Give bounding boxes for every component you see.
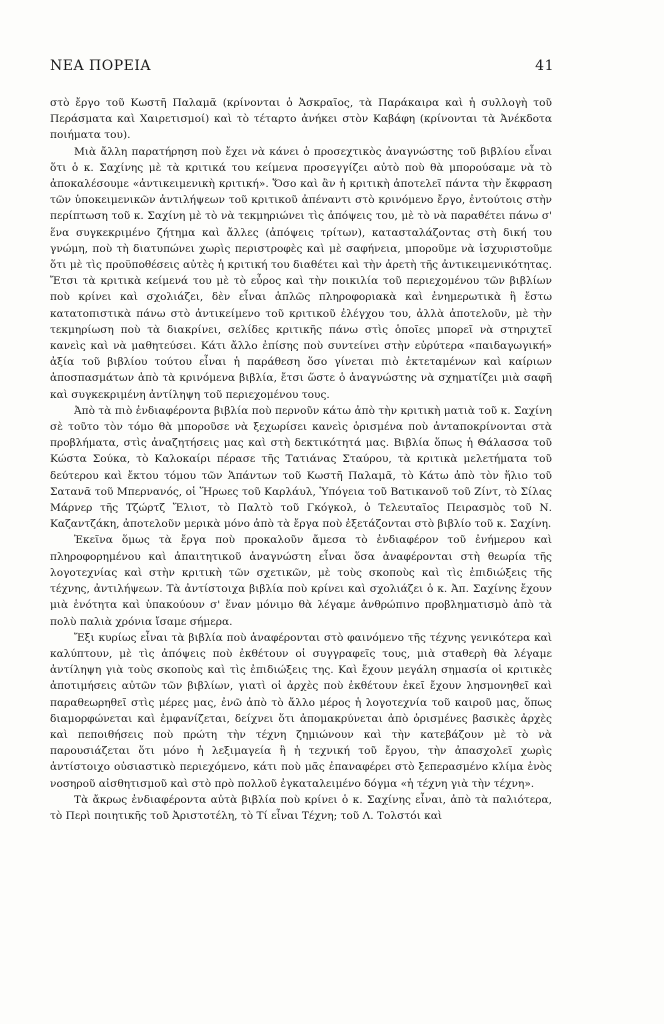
page-number: 41 <box>535 58 554 74</box>
paragraph: στὸ ἔργο τοῦ Κωστῆ Παλαμᾶ (κρίνονται ὁ Ἀσκραῖος, τὰ Παράκαιρα καὶ ἡ συλλογὴ τοῦ Περάσματα καὶ Χαιρετισμοί) καὶ τὸ τέταρτο ἀνήκει στὸν Καβάφη (κρίνονται τὰ Ἀνέκδοτα ποιήματα του). <box>50 97 552 142</box>
paragraph: Τὰ ἄκρως ἐνδιαφέροντα αὐτὰ βιβλία ποὺ κρίνει ὁ κ. Σαχίνης εἶναι, ἀπὸ τὰ παλιότερα, τὸ Περὶ ποιητικῆς τοῦ Ἀριστοτέλη, τὸ Τί εἶναι Τέχνη; τοῦ Λ. Τολστόι καὶ <box>50 793 552 822</box>
paragraph: Ἐκεῖνα ὅμως τὰ ἔργα ποὺ προκαλοῦν ἄμεσα τὸ ἐνδιαφέρον τοῦ ἐνήμερου καὶ πληροφορημένου καὶ ἀπαιτητικοῦ ἀναγνώστη εἶναι ὅσα ἀναφέρονται στὴ θεωρία τῆς λογοτεχνίας καὶ στὴν κριτικὴ τῶν σχετικῶν, μὲ τοὺς σκοποὺς καὶ τὶς ἐπιδιώξεις τῆς τέχνης, ἀντιλήψεων. Τὰ ἀντίστοιχα βιβλία ποὺ κρίνει καὶ σχολιάζει ὁ κ. Ἀπ. Σαχίνης ἔχουν μιὰ ἑνότητα καὶ ὑπακούουν σ' ἕναν μόνιμο θὰ λέγαμε ἀνθρώπινο προβληματισμὸ ἀπὸ τὰ πολὺ παλιὰ χρόνια ἴσαμε σήμερα. <box>50 534 552 628</box>
paragraph: Μιὰ ἄλλη παρατήρηση ποὺ ἔχει νὰ κάνει ὁ προσεχτικὸς ἀναγνώστης τοῦ βιβλίου εἶναι ὅτι ὁ κ. Σαχίνης μὲ τὰ κριτικά του κείμενα προσεγγίζει αὐτὸ ποὺ θὰ μπορούσαμε νὰ τὸ ἀποκαλέσουμε «ἀντικειμενικὴ κριτική». Ὅσο καὶ ἂν ἡ κριτικὴ ἀποτελεῖ πάντα τὴν ἔκφραση τῶν ὑποκειμενικῶν ἀντιλήψεων τοῦ κριτικοῦ ἀπέναντι στὸ κρινόμενο ἔργο, ἐντούτοις στὴν περίπτωση τοῦ κ. Σαχίνη μὲ τὸ νὰ τεκμηριώνει τὶς ἀπόψεις του, μὲ τὸ νὰ παραθέτει πάνω σ' ἕνα συγκεκριμένο ζήτημα καὶ ἄλλες (ἀπόψεις τρίτων), κατασταλάζοντας στὴ δική του γνώμη, ποὺ τὴ διατυπώνει χωρὶς περιστροφὲς καὶ μὲ σαφήνεια, μποροῦμε νὰ ἰσχυριστοῦμε ὅτι μὲ τὶς προϋποθέσεις αὐτὲς ἡ κριτική του διαθέτει καὶ τὴν ἀρετὴ τῆς ἀντικειμενικότητας. Ἔτσι τὰ κριτικὰ κείμενά του μὲ τὸ εὖρος καὶ τὴν ποικιλία τοῦ περιεχομένου τῶν βιβλίων ποὺ κρίνει καὶ σχολιάζει, δὲν εἶναι ἁπλῶς πληροφοριακὰ καὶ ἐνημερωτικὰ ἢ ἔστω κατατοπιστικὰ πάνω στὸ ἀντικείμενο τοῦ κριτικοῦ ἐλέγχου του, ἀλλὰ ἀποτελοῦν, μὲ τὴν τεκμηρίωση ποὺ τὰ διακρίνει, σελίδες κριτικῆς πάνω στὶς ὁποῖες μπορεῖ νὰ στηριχτεῖ κανεὶς καὶ νὰ μαθητεύσει. Κάτι ἄλλο ἐπίσης ποὺ συντείνει στὴν εὐρύτερα «παιδαγωγική» ἀξία τοῦ βιβλίου τούτου εἶναι ἡ παράθεση ὅσο γίνεται πιὸ ἐκτεταμένων καὶ καίριων ἀποσπασμάτων ἀπὸ τὰ κρινόμενα βιβλία, ἔτσι ὥστε ὁ ἀναγνώστης νὰ σχηματίζει μιὰ σαφῆ καὶ συγκεκριμένη ἀντίληψη τοῦ περιεχομένου τους. <box>50 145 552 401</box>
body-text <box>50 95 552 824</box>
running-title: ΝΕΑ ΠΟΡΕΙΑ <box>50 58 151 74</box>
page-header <box>50 58 554 74</box>
paragraph: Ἔξι κυρίως εἶναι τὰ βιβλία ποὺ ἀναφέρονται στὸ φαινόμενο τῆς τέχνης γενικότερα καὶ καλύπτουν, μὲ τὶς ἀπόψεις ποὺ ἐκθέτουν οἱ συγγραφεῖς τους, μιὰ σταθερὴ θὰ λέγαμε ἀντίληψη γιὰ τοὺς σκοποὺς καὶ τὶς ἐπιδιώξεις της. Καὶ ἔχουν μεγάλη σημασία οἱ κριτικὲς ἀποτιμήσεις αὐτῶν τῶν βιβλίων, γιατὶ οἱ ἀρχὲς ποὺ ἐκθέτουν ἐκεῖ ἔχουν λησμονηθεῖ καὶ παραθεωρηθεῖ στὶς μέρες μας, ἐνῶ ἀπὸ τὸ ἄλλο μέρος ἡ λογοτεχνία τοῦ καιροῦ μας, ὅπως διαμορφώνεται καὶ ἐμφανίζεται, δείχνει ὅτι ἀπομακρύνεται ἀπὸ ὁρισμένες βασικὲς ἀρχὲς καὶ πεποιθήσεις ποὺ πρώτη τὴν τέχνη ζημιώνουν καὶ τὴν κατεβάζουν μὲ τὸ νὰ παρουσιάζεται ὅτι μόνο ἡ λεξιμαγεία ἢ ἡ τεχνική τοῦ ἔργου, τὴν ἀπασχολεῖ χωρὶς ἀντίστοιχο οὐσιαστικὸ περιεχόμενο, κάτι ποὺ μᾶς ἐπαναφέρει στὸ ξεπερασμένο κλίμα ἑνὸς νοσηροῦ αἰσθητισμοῦ καὶ στὸ πρὸ πολλοῦ ἐγκαταλειμένο δόγμα «ἡ τέχνη γιὰ τὴν τέχνη». <box>50 631 552 790</box>
paragraph: Ἀπὸ τὰ πιὸ ἐνδιαφέροντα βιβλία ποὺ περνοῦν κάτω ἀπὸ τὴν κριτικὴ ματιὰ τοῦ κ. Σαχίνη σὲ τοῦτο τὸν τόμο θὰ μποροῦσε νὰ ξεχωρίσει κανεὶς ὁρισμένα ποὺ ἀνταποκρίνονται στὰ προβλήματα, στὶς ἀναζητήσεις μας καὶ στὴ δεκτικότητά μας. Βιβλία ὅπως ἡ Θάλασσα τοῦ Κώστα Σούκα, τὸ Καλοκαίρι πέρασε τῆς Τατιάνας Σταύρου, τὰ κριτικὰ μελετήματα τοῦ δεύτερου καὶ ἔκτου τόμου τῶν Ἁπάντων τοῦ Κωστῆ Παλαμᾶ, τὸ Κάτω ἀπὸ τὸν ἥλιο τοῦ Σατανᾶ τοῦ Μπερνανός, οἱ Ἥρωες τοῦ Καρλάυλ, Ὑπόγεια τοῦ Βατικανοῦ τοῦ Ζίντ, τὸ Σίλας Μάρνερ τῆς Τζώρτζ Ἔλιοτ, τὸ Παλτὸ τοῦ Γκόγκολ, ὁ Τελευταῖος Πειρασμὸς τοῦ Ν. Καζαντζάκη, ἀποτελοῦν μερικὰ μόνο ἀπὸ τὰ ἔργα ποὺ ἐξετάζονται στὸ βιβλίο τοῦ κ. Σαχίνη. <box>50 404 552 531</box>
